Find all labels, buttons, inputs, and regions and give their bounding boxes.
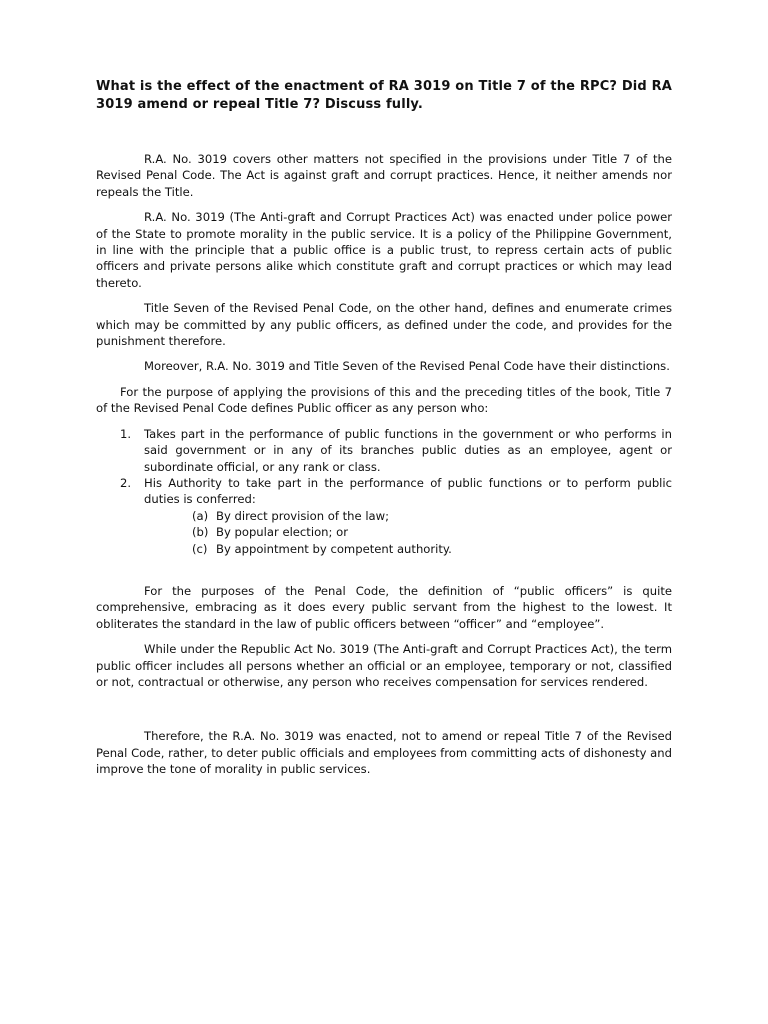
list-number: 2. — [120, 475, 132, 490]
public-officer-criteria-list — [96, 426, 672, 508]
paragraph-5: For the purpose of applying the provisions of this and the preceding titles of the book, Title 7 of the Revised Penal Code defines Public officer as any person who: — [96, 384, 672, 416]
paragraph-1: R.A. No. 3019 covers other matters not specified in the provisions under Title 7 of the Revised Penal Code. The Act is against graft and corrupt practices. Hence, it neither amends nor repeals the Title. — [96, 152, 672, 199]
sublist-letter: (a) — [192, 508, 209, 523]
paragraph-8: Therefore, the R.A. No. 3019 was enacted, not to amend or repeal Title 7 of the Revised Penal Code, rather, to deter public officials and employees from committing acts of dishonesty and improve the tone of morality in public services. — [96, 729, 672, 777]
paragraph-6: For the purposes of the Penal Code, the definition of “public officers” is quite comprehensive, embracing as it does every public servant from the highest to the lowest. It obliterates the standard in the law of public officers between “officer” and “employee”. — [96, 583, 672, 631]
list-number: 1. — [120, 426, 132, 441]
sublist-item — [96, 541, 672, 557]
sublist-letter: (b) — [192, 525, 209, 540]
sublist-item-text: By popular election; or — [216, 525, 348, 540]
list-item-text: His Authority to take part in the performance of public functions or to perform public duties is conferred: — [144, 475, 672, 507]
paragraph-4: Moreover, R.A. No. 3019 and Title Seven of the Revised Penal Code have their distinctions. — [144, 359, 670, 374]
list-item — [96, 475, 672, 508]
list-item — [96, 426, 672, 475]
sublist-item — [96, 508, 672, 524]
sublist-letter: (c) — [192, 541, 208, 556]
question-heading: What is the effect of the enactment of RA 3019 on Title 7 of the RPC? Did RA 3019 amend or repeal Title 7? Discuss fully. — [96, 79, 672, 112]
paragraph-7: While under the Republic Act No. 3019 (The Anti-graft and Corrupt Practices Act), the term public officer includes all persons whether an official or an employee, temporary or not, classified or not, contractual or otherwise, any person who receives compensation for services rendered. — [96, 642, 672, 689]
sublist-item-text: By appointment by competent authority. — [216, 541, 452, 556]
paragraph-2: R.A. No. 3019 (The Anti-graft and Corrupt Practices Act) was enacted under police power of the State to promote morality in the public service. It is a policy of the Philippine Government, in line with the principle that a public office is a public trust, to repress certain acts of public officers and private persons alike which constitute graft and corrupt practices or which may lead thereto. — [96, 210, 672, 290]
document-body — [96, 78, 672, 778]
sublist-item — [96, 524, 672, 540]
sublist-item-text: By direct provision of the law; — [216, 508, 390, 523]
conferral-methods-list — [96, 508, 672, 557]
paragraph-3: Title Seven of the Revised Penal Code, on the other hand, defines and enumerate crimes which may be committed by any public officers, as defined under the code, and provides for the punishment therefore. — [96, 301, 672, 349]
list-item-text: Takes part in the performance of public functions in the government or who performs in said government or in any of its branches public duties as an employee, agent or subordinate official, or any rank or class. — [144, 426, 672, 474]
